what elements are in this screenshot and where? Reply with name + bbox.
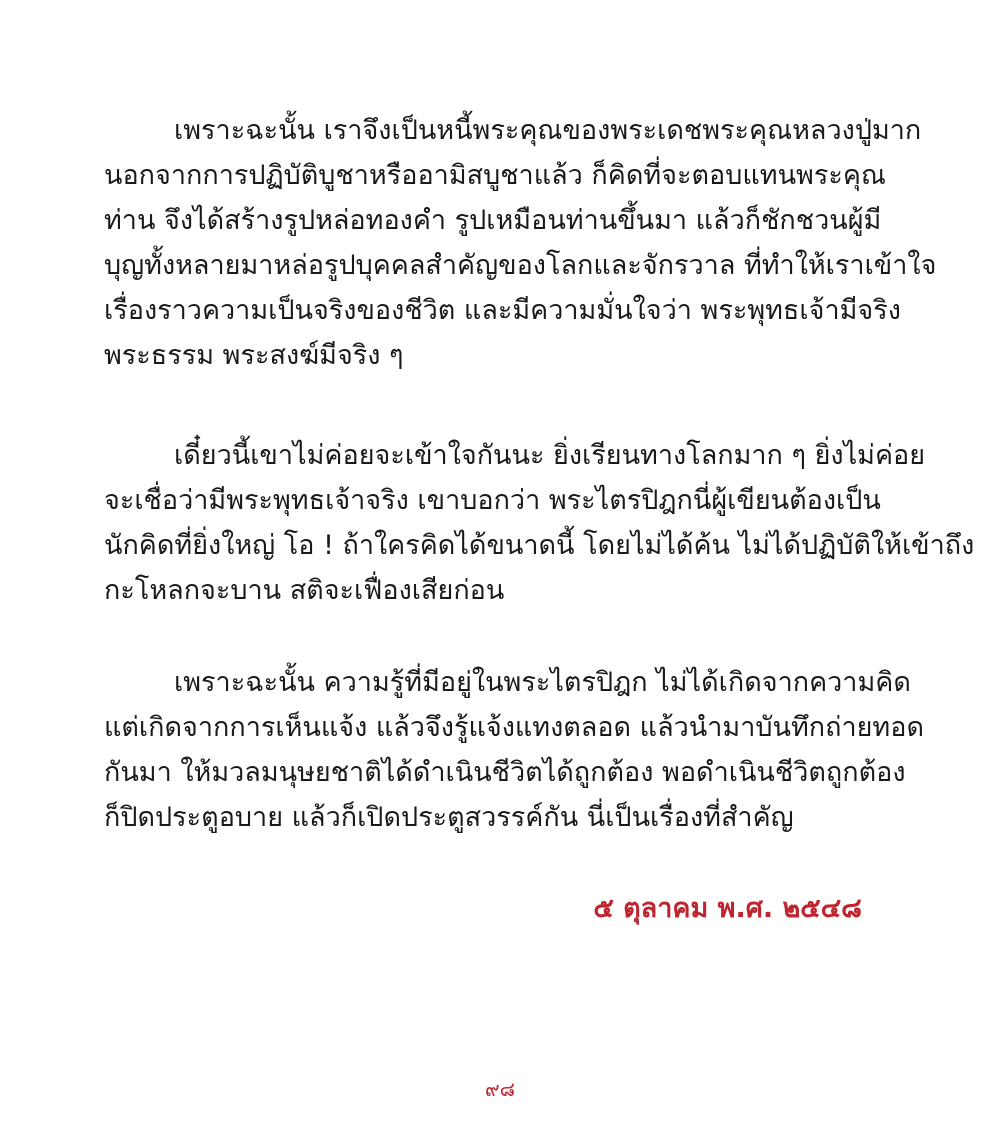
paragraph-line: เดี๋ยวนี้เขาไม่ค่อยจะเข้าใจกันนะ ยิ่งเรียนทางโลกมาก ๆ ยิ่งไม่ค่อย: [174, 440, 926, 471]
paragraph-line: จะเชื่อว่ามีพระพุทธเจ้าจริง เขาบอกว่า พระไตรปิฎกนี่ผู้เขียนต้องเป็น: [104, 485, 881, 516]
paragraph-line: พระธรรม พระสงฆ์มีจริง ๆ: [104, 340, 404, 371]
paragraph-line: กันมา ให้มวลมนุษยชาติได้ดำเนินชีวิตได้ถูกต้อง พอดำเนินชีวิตถูกต้อง: [104, 757, 906, 788]
paragraph-3: [104, 660, 924, 840]
paragraph-line: ก็ปิดประตูอบาย แล้วก็เปิดประตูสวรรค์กัน นี่เป็นเรื่องที่สำคัญ: [104, 802, 794, 833]
paragraph-line: เพราะฉะนั้น เราจึงเป็นหนี้พระคุณของพระเดชพระคุณหลวงปู่มาก: [174, 115, 922, 146]
paragraph-line: เพราะฉะนั้น ความรู้ที่มีอยู่ในพระไตรปิฎก ไม่ได้เกิดจากความคิด: [174, 667, 911, 698]
page-number: ๙๘: [484, 1077, 516, 1101]
paragraph-1: [104, 108, 937, 378]
paragraph-line: นอกจากการปฏิบัติบูชาหรืออามิสบูชาแล้ว ก็คิดที่จะตอบแทนพระคุณ: [104, 160, 886, 191]
paragraph-line: ท่าน จึงได้สร้างรูปหล่อทองคำ รูปเหมือนท่านขึ้นมา แล้วก็ชักชวนผู้มี: [104, 205, 882, 236]
paragraph-line: แต่เกิดจากการเห็นแจ้ง แล้วจึงรู้แจ้งแทงตลอด แล้วนำมาบันทึกถ่ายทอด: [104, 712, 924, 743]
paragraph-line: บุญทั้งหลายมาหล่อรูปบุคคลสำคัญของโลกและจักรวาล ที่ทำให้เราเข้าใจ: [104, 250, 937, 281]
paragraph-2: [104, 433, 975, 613]
paragraph-line: เรื่องราวความเป็นจริงของชีวิต และมีความมั่นใจว่า พระพุทธเจ้ามีจริง: [104, 295, 901, 326]
paragraph-line: กะโหลกจะบาน สติจะเฟื่องเสียก่อน: [104, 575, 505, 606]
paragraph-line: นักคิดที่ยิ่งใหญ่ โอ ! ถ้าใครคิดได้ขนาดนี้ โดยไม่ได้ค้น ไม่ได้ปฏิบัติให้เข้าถึง: [104, 530, 975, 561]
date-signature: ๕ ตุลาคม พ.ศ. ๒๕๔๘: [593, 893, 862, 924]
